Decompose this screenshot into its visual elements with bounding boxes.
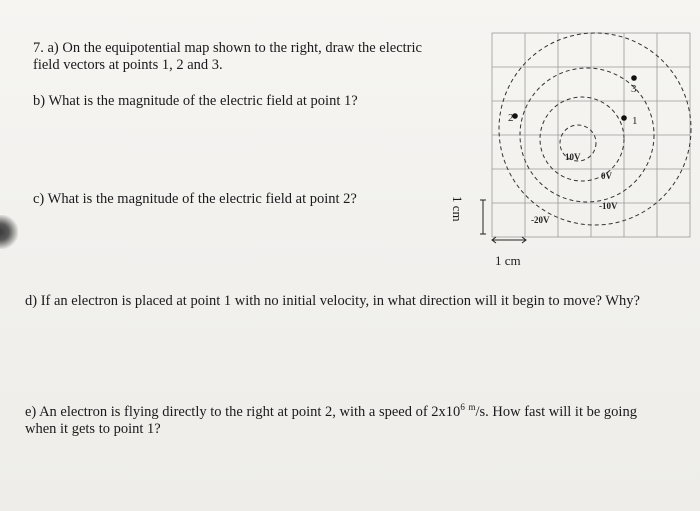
question-7a-line2: field vectors at points 1, 2 and 3.: [33, 57, 223, 73]
label-neg20v: -20V: [531, 215, 550, 225]
question-7a: [33, 40, 453, 74]
question-7e-text: e) An electron is flying directly to the right at point 2, with a speed of 2x10: [25, 404, 461, 420]
point-2-label: 2: [508, 112, 514, 124]
question-7b: b) What is the magnitude of the electric field at point 1?: [33, 93, 358, 109]
label-neg10v: -10V: [599, 201, 618, 211]
scale-bars: [480, 200, 526, 243]
point-1-label: 1: [632, 115, 638, 127]
point-3-label: 3: [631, 83, 637, 95]
scale-label-horizontal: 1 cm: [495, 253, 521, 268]
point-3-dot: [631, 75, 637, 81]
label-0v: 0V: [601, 171, 612, 181]
question-7e-text-2: /s. How fast will it be going: [475, 404, 637, 420]
scale-label-vertical: 1 cm: [450, 196, 465, 222]
label-10v: 10V: [565, 152, 581, 162]
equipotential-lines: [499, 33, 691, 225]
point-1-dot: [621, 115, 627, 121]
question-7e: [25, 399, 685, 438]
question-7e-line2: when it gets to point 1?: [25, 421, 161, 437]
question-7c: c) What is the magnitude of the electric field at point 2?: [33, 191, 357, 207]
question-7e-line1: [25, 399, 685, 421]
grid-lines: [492, 33, 690, 237]
equipotential-map: [455, 25, 700, 285]
exponent: 6: [460, 402, 465, 412]
question-7a-line1: 7. a) On the equipotential map shown to the right, draw the electric: [33, 40, 422, 56]
question-7d: d) If an electron is placed at point 1 with no initial velocity, in what direction will it begin to move? Why?: [25, 293, 640, 309]
binder-hole-shadow: [0, 215, 18, 249]
unit-m: m: [468, 402, 476, 412]
